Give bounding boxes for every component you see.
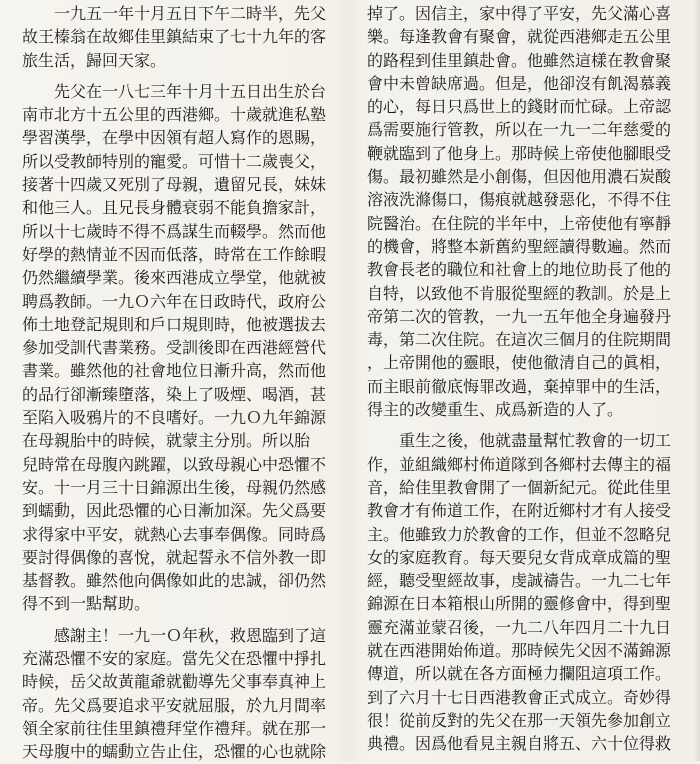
text-line: 傳道，所以就在各方面極力攔阻這項工作。 [367,664,672,684]
text-line: 所以受教師特別的寵愛。可惜十二歲喪父， [22,151,327,171]
right-column [367,2,697,756]
text-line: 教會長老的職位和社會上的地位助長了他的 [367,260,672,280]
text-line: 很！從前反對的先父在那一天領先參加創立 [367,710,672,730]
text-line: 教會才有佈道工作，在附近鄉村才有人接受 [367,501,672,521]
text-line: 帝。先父爲要追求平安就屈服，於九月間率 [22,695,327,715]
paragraph-3 [22,624,344,764]
text-line: 基督教。雖然他向偶像如此的忠誠，卻仍然 [22,571,327,591]
text-line: 樂。每逢教會有聚會，就從西港鄉走五公里 [367,27,672,47]
text-line: 得主的改變重生、成爲新造的人了。 [367,400,624,420]
left-column [22,2,344,764]
text-line: 天母腹中的蠕動立告止住，恐懼的心也就除 [22,742,327,762]
paragraph-2 [22,80,344,616]
text-line: 院醫治。在住院的半年中，上帝使他有寧靜 [367,213,672,233]
text-line: 參加受訓代書業務。受訓後即在西港經營代 [22,338,327,358]
paragraph-4 [367,2,697,421]
text-line: 女的家庭教育。每天要兒女背成章成篇的聖 [367,547,672,567]
text-line: 佈土地登記規則和戶口規則時，他被選拔去 [22,314,327,334]
text-line: 傷。最初雖然是小創傷，但因他用濃石炭酸 [367,167,672,187]
text-line: 感謝主！一九一Ｏ年秋，救恩臨到了這 [54,625,327,645]
text-line: 的機會，將整本新舊約聖經讀得數遍。然而 [367,236,672,256]
text-line: 的品行卻漸臻墮落，染上了吸煙、喝酒，甚 [22,384,327,404]
text-line: 所以十七歲時不得不爲謀生而輟學。然而他 [22,221,327,241]
text-line: 安。十一月三十日錦源出生後，母親仍然感 [22,477,327,497]
text-line: 得不到一點幫助。 [22,594,151,614]
text-line: 的心，每日只爲世上的錢財而忙碌。上帝認 [367,97,672,117]
text-line: 毒，第二次住院。在這次三個月的住院期間 [367,330,672,350]
page-edge-shadow [694,0,700,761]
text-line: 充滿恐懼不安的家庭。當先父在恐懼中掙扎 [22,649,327,669]
text-line: 而主眼前徹底悔罪改過，棄掉罪中的生活， [367,376,672,396]
text-line: 鞭就臨到了他身上。那時候上帝使他腳眼受 [367,143,672,163]
text-line: 典禮。因爲他看見主親自將五、六十位得救 [367,734,672,754]
text-line: 書業。雖然他的社會地位日漸升高，然而他 [22,361,327,381]
text-line: 故王榛翁在故鄉佳里鎮結束了七十九年的客 [22,27,327,47]
text-line: 在母親胎中的時候，就蒙主分別。所以胎 [22,431,311,451]
text-line: 兒時常在母腹內跳躍，以致母親心中恐懼不 [22,454,327,474]
text-line: ，上帝開他的靈眼，使他徹清自己的眞相， [367,353,672,373]
text-line: 南市北方十五公里的西港鄉。十歲就進私塾 [22,105,327,125]
text-line: 會中未曾缺席過。但是，他卻沒有飢渴慕義 [367,73,672,93]
text-line: 靈充滿並蒙召後，一九二八年四月二十九日 [367,617,672,637]
text-line: 溶液洗滌傷口，傷痕就越發惡化，不得不住 [367,190,672,210]
text-line: 帝第二次的管教，一九一五年他全身遍發丹 [367,306,672,326]
text-line: 掉了。因信主，家中得了平安，先父滿心喜 [367,4,672,23]
text-line: 和他三人。且兄長身體衰弱不能負擔家計， [22,198,327,218]
text-line: 到了六月十七日西港教會正式成立。奇妙得 [367,687,672,707]
text-line: 求得家中平安，就熱心去事奉偶像。同時爲 [22,524,327,544]
paragraph-5 [367,429,697,755]
text-line: 錦源在日本箱根山所開的靈修會中，得到聖 [367,594,672,614]
text-line: 仍然繼續學業。後來西港成立學堂，他就被 [22,268,327,288]
text-line: 爲需要施行管教，所以在一九一二年慈愛的 [367,120,672,140]
text-line: 要討得偶像的喜悅，就起誓永不信外教一即 [22,547,327,567]
text-line: 好學的熱情並不因而低落，時常在工作餘暇 [22,244,327,264]
text-line: 旅生活，歸回天家。 [22,50,167,70]
text-line: 就在西港開始佈道。那時候先父因不滿錦源 [367,641,672,661]
text-line: 作，並組織鄉村佈道隊到各鄉村去傳主的福 [367,454,672,474]
text-line: 至陷入吸鴉片的不良嗜好。一九Ｏ九年錦源 [22,408,327,428]
text-line: 聘爲教師。一九Ｏ六年在日政時代，政府公 [22,291,327,311]
text-line: 主。他雖致力於教會的工作，但並不忽略兒 [367,524,672,544]
text-line: 經，聽受聖經故事，虔誠禱告。一九二七年 [367,571,672,591]
text-line: 學習漢學，在學中因領有超人寫作的恩賜， [22,128,327,148]
text-line: 自特，以致他不肯服從聖經的教訓。於是上 [367,283,672,303]
paragraph-1 [22,2,344,72]
text-line: 接著十四歲又死別了母親，遺留兄長，妹妹 [22,175,327,195]
text-line: 時候，岳父故黃龍爺就勸導先父事奉真神上 [22,672,327,692]
text-line: 重生之後，他就盡量幫忙教會的一切工 [399,431,672,451]
text-line: 音，給佳里教會開了一個新紀元。從此佳里 [367,477,672,497]
text-line: 一九五一年十月五日下午二時半，先父 [54,4,327,23]
text-line: 到蠕動，因此恐懼的心日漸加深。先父爲要 [22,501,327,521]
text-line: 的路程到佳里鎮赴會。他雖然這樣在教會聚 [367,50,672,70]
text-line: 先父在一八七三年十月十五日出生於台 [54,81,327,101]
text-line: 領全家前往佳里鎮禮拜堂作禮拜。就在那一 [22,718,327,738]
